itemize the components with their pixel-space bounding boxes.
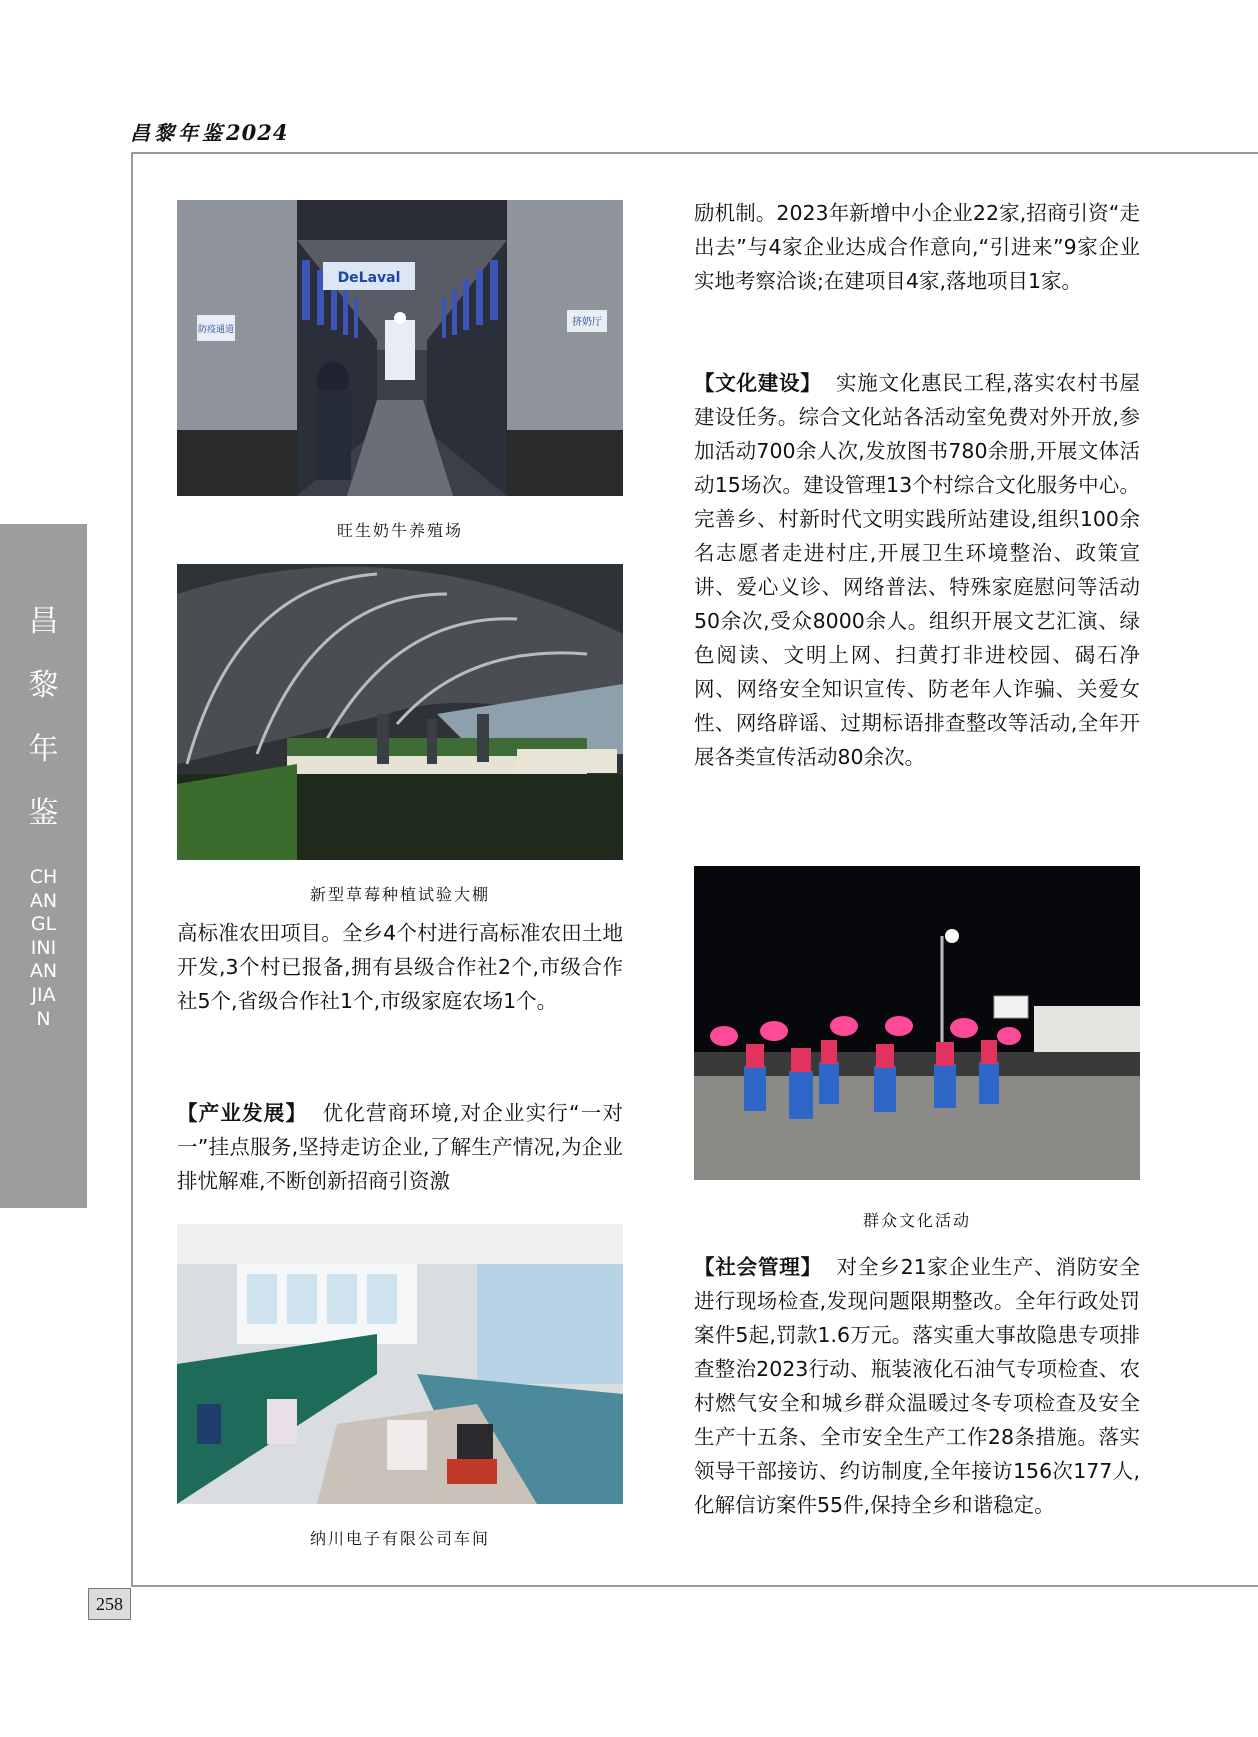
side-tab: [0, 524, 87, 1208]
delaval-sign: DeLaval: [337, 270, 401, 286]
frame-left-rule: [131, 152, 133, 1587]
electronics-workshop-photo: [177, 1224, 623, 1504]
frame-bottom-rule: [131, 1585, 1258, 1587]
dairy-farm-caption: 旺生奶牛养殖场: [336, 521, 463, 540]
greenhouse-photo: [177, 564, 623, 860]
page-number: 258: [88, 1588, 131, 1620]
right-paragraph-social: [694, 1250, 1140, 1522]
left-paragraph-farmland: 高标准农田项目。全乡4个村进行高标准农田土地开发,3个村已报备,拥有县级合作社2个,市级合作社5个,省级合作社1个,市级家庭农场1个。: [177, 921, 623, 1013]
header-year: 2024: [226, 120, 289, 145]
side-char-1: 昌: [28, 604, 59, 639]
culture-heading: 【文化建设】: [694, 371, 822, 395]
culture-text: 实施文化惠民工程,落实农村书屋建设任务。综合文化站各活动室免费对外开放,参加活动700余人次,发放图书780余册,开展文体活动15场次。建设管理13个村综合文化服务中心。完善乡、村新时代文明实践所站建设,组织100余名志愿者走进村庄,开展卫生环境整治、政策宣讲、爱心义诊、网络普法、特殊家庭慰问等活动50余次,受众8000余人。组织开展文艺汇演、绿色阅读、文明上网、扫黄打非进校园、碣石净网、网络安全知识宣传、防老年人诈骗、关爱女性、网络辟谣、过期标语排查整改等活动,全年开展各类宣传活动80余次。: [694, 371, 1140, 769]
header-title: 昌黎年鉴: [130, 121, 226, 145]
industry-heading: 【产业发展】: [177, 1101, 308, 1125]
right-paragraph-culture: [694, 366, 1140, 774]
electronics-caption: 纳川电子有限公司车间: [309, 1529, 490, 1548]
left-paragraph-industry: [177, 1096, 623, 1198]
industry-text: 优化营商环境,对企业实行“一对一”挂点服务,坚持走访企业,了解生产情况,为企业排忧解难,不断创新招商引资激: [177, 1101, 624, 1193]
social-heading: 【社会管理】: [694, 1255, 822, 1279]
dance-activity-photo: [694, 866, 1140, 1180]
social-text: 对全乡21家企业生产、消防安全进行现场检查,发现问题限期整改。全年行政处罚案件5起,罚款1.6万元。落实重大事故隐患专项排查整治2023行动、瓶装液化石油气专项检查、农村燃气安全和城乡群众温暖过冬专项检查及安全生产十五条、全市安全生产工作28条措施。落实领导干部接访、约访制度,全年接访156次177人,化解信访案件55件,保持全乡和谐稳定。: [694, 1255, 1140, 1517]
right-paragraph-incentive: 励机制。2023年新增中小企业22家,招商引资“走出去”与4家企业达成合作意向,“引进来”9家企业实地考察洽谈;在建项目4家,落地项目1家。: [694, 201, 1140, 293]
side-char-4: 鉴: [28, 796, 59, 831]
dairy-farm-photo: [177, 200, 623, 496]
side-pinyin: CHANGLINIANJIAN: [29, 866, 58, 1030]
dance-caption: 群众文化活动: [862, 1211, 971, 1230]
side-char-3: 年: [28, 732, 59, 767]
sign-right: 挤奶厅: [572, 317, 602, 328]
frame-top-rule: [131, 152, 1258, 154]
running-header: [130, 117, 288, 146]
side-char-2: 黎: [28, 668, 59, 703]
sign-left: 防疫通道: [197, 325, 235, 335]
greenhouse-caption: 新型草莓种植试验大棚: [309, 885, 490, 904]
